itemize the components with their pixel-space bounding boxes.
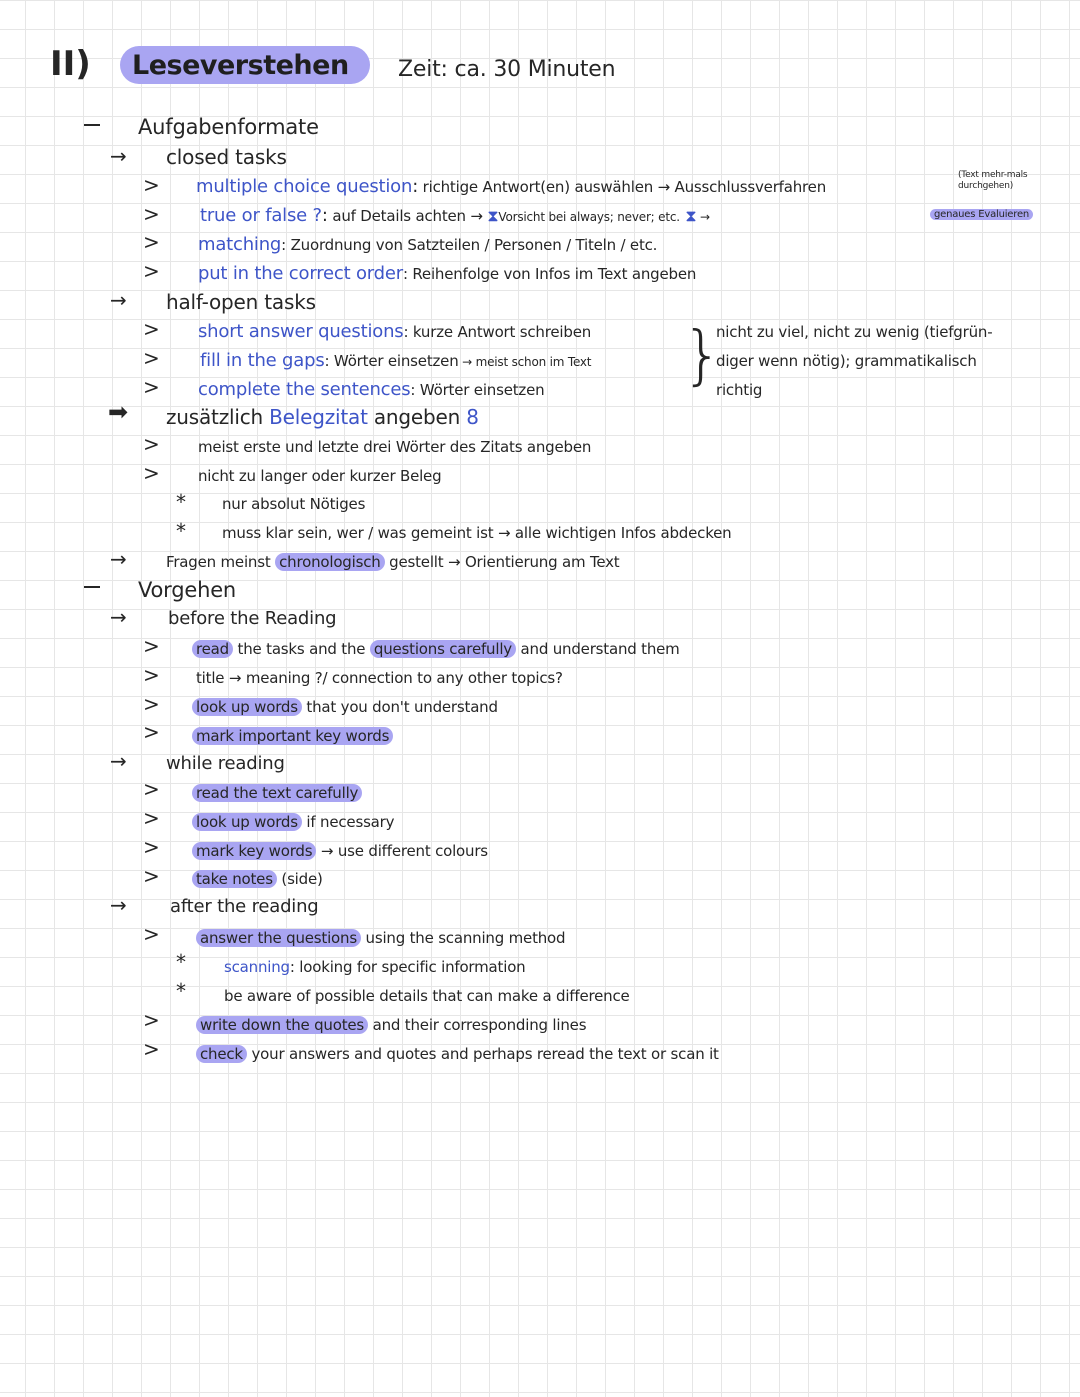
brace-note-1: nicht zu viel, nicht zu wenig (tiefgrün- [716, 323, 993, 341]
order-item: put in the correct order: Reihenfolge von Infos im Text angeben [198, 263, 697, 284]
bullet-icon: > [143, 1008, 160, 1032]
star-icon: * [176, 519, 186, 543]
brace-note-2: diger wenn nötig); grammatikalisch [716, 352, 977, 370]
while-item-2: look up words if necessary [192, 810, 394, 834]
before-item-2: title → meaning ?/ connection to any other topics? [196, 669, 563, 687]
brace-note-3: richtig [716, 381, 763, 399]
bullet-icon: > [143, 864, 160, 888]
eval-note: genaues Evaluieren [930, 207, 1033, 223]
bullet-icon: > [143, 777, 160, 801]
matching-item: matching: Zuordnung von Satzteilen / Personen / Titeln / etc. [198, 234, 658, 255]
dash-marker [84, 586, 100, 588]
closed-tasks-label: closed tasks [166, 145, 287, 169]
bullet-icon: > [143, 230, 160, 254]
star-icon: * [176, 950, 186, 974]
while-item-1: read the text carefully [192, 781, 362, 805]
half-open-label: half-open tasks [166, 290, 316, 314]
bullet-icon: > [143, 346, 160, 370]
after-item-1: answer the questions using the scanning method [196, 926, 565, 950]
page-title: Leseverstehen [132, 50, 349, 81]
mc-term: multiple choice question [196, 176, 413, 197]
while-item-4: take notes (side) [192, 867, 323, 891]
beleg-item-2: nicht zu langer oder kurzer Beleg [198, 467, 442, 485]
arrow-icon: → [110, 749, 127, 773]
arrow-icon: → [110, 288, 127, 312]
brace-icon: } [682, 319, 723, 393]
bullet-icon: > [143, 835, 160, 859]
bullet-icon: > [143, 461, 160, 485]
mc-note: (Text mehr-mals durchgehen) [958, 170, 1028, 191]
section-number: II) [50, 44, 91, 84]
after-star-1: scanning: looking for specific information [224, 958, 526, 976]
arrow-icon: → [110, 547, 127, 571]
bullet-icon: > [143, 317, 160, 341]
after-label: after the reading [170, 896, 319, 917]
bullet-icon: > [143, 432, 160, 456]
beleg-star-2: muss klar sein, wer / was gemeint ist → alle wichtigen Infos abdecken [222, 524, 732, 542]
after-item-3: check your answers and quotes and perhaps reread the text or scan it [196, 1042, 719, 1066]
arrow-icon: → [110, 605, 127, 629]
star-icon: * [176, 490, 186, 514]
time-label: Zeit: ca. 30 Minuten [398, 57, 616, 82]
chrono-line: Fragen meinst chronologisch gestellt → Orientierung am Text [166, 553, 620, 571]
short-answer-item: short answer questions: kurze Antwort schreiben [198, 321, 592, 342]
after-star-2: be aware of possible details that can make a difference [224, 987, 630, 1005]
star-icon: * [176, 979, 186, 1003]
formats-heading: Aufgabenformate [138, 115, 319, 139]
bullet-icon: > [143, 922, 160, 946]
dash-marker [84, 124, 100, 126]
before-label: before the Reading [168, 608, 337, 629]
bullet-icon: > [143, 634, 160, 658]
beleg-item-1: meist erste und letzte drei Wörter des Zitats angeben [198, 438, 592, 456]
bullet-icon: > [143, 663, 160, 687]
beleg-line: zusätzlich Belegzitat angeben 8 [166, 405, 479, 429]
mc-item: multiple choice question: richtige Antwort(en) auswählen → Ausschlussverfahren [196, 176, 827, 197]
bullet-icon: > [143, 259, 160, 283]
bullet-icon: > [143, 692, 160, 716]
hourglass-icon: ⧗ [685, 206, 697, 225]
bullet-icon: > [143, 806, 160, 830]
before-item-1: read the tasks and the questions carefully and understand them [192, 637, 680, 661]
arrow-icon: → [110, 893, 127, 917]
bullet-icon: > [143, 1037, 160, 1061]
bullet-icon: > [143, 173, 160, 197]
bullet-icon: > [143, 720, 160, 744]
while-label: while reading [166, 753, 285, 774]
bullet-icon: > [143, 202, 160, 226]
tf-item: true or false ?: auf Details achten → ⧗Vorsicht bei always; never; etc. ⧗ → [200, 205, 710, 226]
gaps-item: fill in the gaps: Wörter einsetzen → meist schon im Text [200, 350, 592, 371]
beleg-star-1: nur absolut Nötiges [222, 495, 366, 513]
before-item-3: look up words that you don't understand [192, 695, 498, 719]
while-item-3: mark key words → use different colours [192, 839, 488, 863]
after-item-2: write down the quotes and their corresponding lines [196, 1013, 586, 1037]
bullet-icon: > [143, 375, 160, 399]
complete-item: complete the sentences: Wörter einsetzen [198, 379, 545, 400]
bold-arrow-icon: ➡ [108, 398, 129, 426]
hourglass-icon: ⧗ [487, 206, 499, 225]
before-item-4: mark important key words [192, 724, 393, 748]
approach-heading: Vorgehen [138, 578, 237, 602]
arrow-icon: → [110, 144, 127, 168]
